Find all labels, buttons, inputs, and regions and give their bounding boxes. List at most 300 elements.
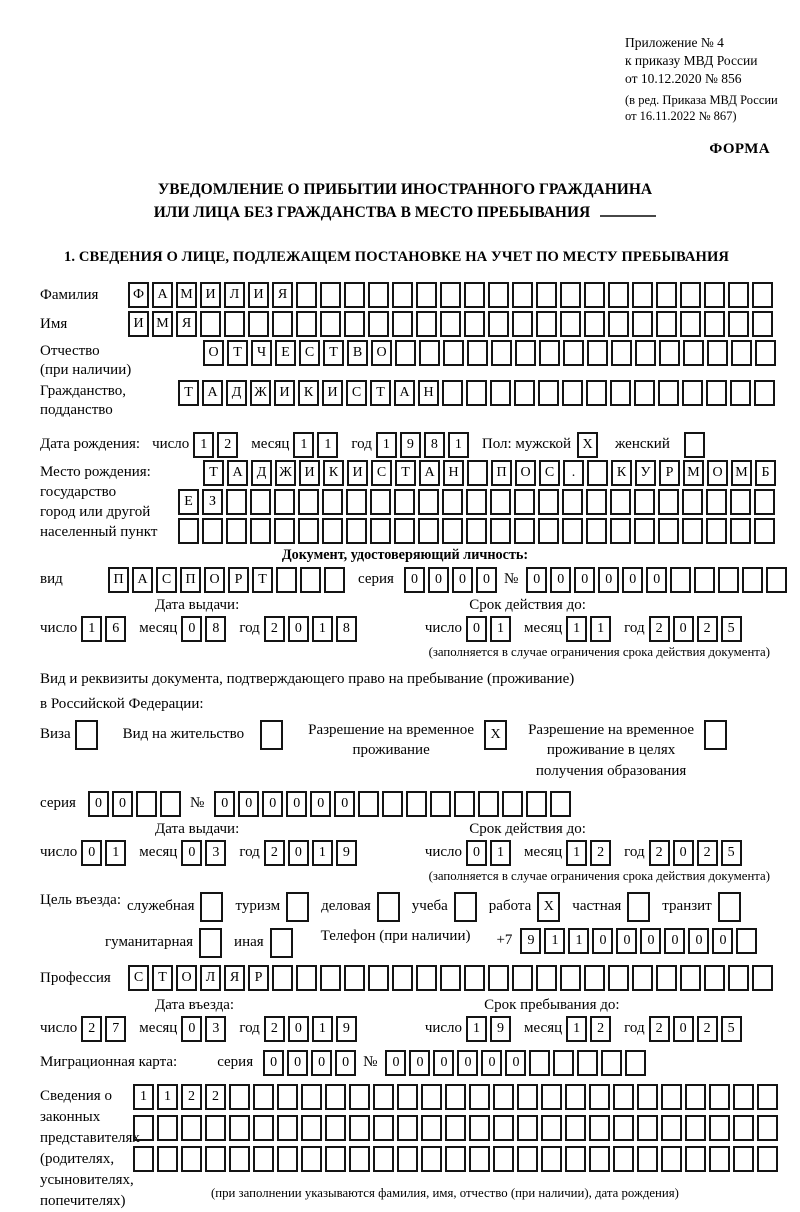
char-cell[interactable]: [562, 489, 583, 515]
char-cell[interactable]: [392, 311, 413, 337]
char-cell[interactable]: [454, 892, 477, 922]
char-cell[interactable]: П: [491, 460, 512, 486]
char-cell[interactable]: 9: [490, 1016, 511, 1042]
char-cell[interactable]: [226, 489, 247, 515]
char-cell[interactable]: К: [298, 380, 319, 406]
char-cell[interactable]: [488, 965, 509, 991]
char-cell[interactable]: [421, 1115, 442, 1141]
char-cell[interactable]: 0: [476, 567, 497, 593]
char-cell[interactable]: [454, 791, 475, 817]
char-cell[interactable]: [736, 928, 757, 954]
char-cell[interactable]: Я: [272, 282, 293, 308]
char-cell[interactable]: 0: [214, 791, 235, 817]
char-cell[interactable]: X: [577, 432, 598, 458]
char-cell[interactable]: [587, 460, 608, 486]
char-cell[interactable]: [466, 380, 487, 406]
char-cell[interactable]: 0: [181, 616, 202, 642]
char-cell[interactable]: 0: [428, 567, 449, 593]
char-cell[interactable]: С: [346, 380, 367, 406]
char-cell[interactable]: 0: [640, 928, 661, 954]
char-cell[interactable]: [392, 282, 413, 308]
char-cell[interactable]: 0: [263, 1050, 284, 1076]
char-cell[interactable]: [680, 282, 701, 308]
char-cell[interactable]: [440, 282, 461, 308]
char-cell[interactable]: И: [200, 282, 221, 308]
char-cell[interactable]: П: [180, 567, 201, 593]
char-cell[interactable]: [377, 892, 400, 922]
char-cell[interactable]: [270, 928, 293, 958]
char-cell[interactable]: [493, 1084, 514, 1110]
char-cell[interactable]: [634, 489, 655, 515]
char-cell[interactable]: 6: [105, 616, 126, 642]
char-cell[interactable]: [661, 1115, 682, 1141]
char-cell[interactable]: [229, 1146, 250, 1172]
char-cell[interactable]: 0: [550, 567, 571, 593]
char-cell[interactable]: [274, 489, 295, 515]
char-cell[interactable]: [541, 1084, 562, 1110]
char-cell[interactable]: .: [563, 460, 584, 486]
char-cell[interactable]: Р: [228, 567, 249, 593]
char-cell[interactable]: [704, 965, 725, 991]
char-cell[interactable]: 2: [649, 1016, 670, 1042]
char-cell[interactable]: [589, 1115, 610, 1141]
char-cell[interactable]: О: [707, 460, 728, 486]
char-cell[interactable]: И: [299, 460, 320, 486]
char-cell[interactable]: [370, 489, 391, 515]
char-cell[interactable]: [416, 282, 437, 308]
char-cell[interactable]: [445, 1115, 466, 1141]
char-cell[interactable]: 2: [264, 840, 285, 866]
char-cell[interactable]: К: [323, 460, 344, 486]
char-cell[interactable]: [253, 1146, 274, 1172]
char-cell[interactable]: 1: [157, 1084, 178, 1110]
char-cell[interactable]: П: [108, 567, 129, 593]
char-cell[interactable]: [322, 518, 343, 544]
char-cell[interactable]: 1: [317, 432, 338, 458]
char-cell[interactable]: Н: [418, 380, 439, 406]
char-cell[interactable]: [373, 1084, 394, 1110]
char-cell[interactable]: 0: [262, 791, 283, 817]
char-cell[interactable]: О: [515, 460, 536, 486]
char-cell[interactable]: X: [537, 892, 560, 922]
char-cell[interactable]: [634, 380, 655, 406]
char-cell[interactable]: [584, 311, 605, 337]
char-cell[interactable]: О: [204, 567, 225, 593]
char-cell[interactable]: [589, 1084, 610, 1110]
char-cell[interactable]: 9: [520, 928, 541, 954]
char-cell[interactable]: [490, 380, 511, 406]
char-cell[interactable]: [706, 518, 727, 544]
char-cell[interactable]: 1: [568, 928, 589, 954]
char-cell[interactable]: Б: [755, 460, 776, 486]
char-cell[interactable]: [658, 380, 679, 406]
char-cell[interactable]: [587, 340, 608, 366]
char-cell[interactable]: 0: [310, 791, 331, 817]
char-cell[interactable]: [613, 1084, 634, 1110]
char-cell[interactable]: [368, 282, 389, 308]
char-cell[interactable]: [538, 518, 559, 544]
char-cell[interactable]: 0: [288, 840, 309, 866]
char-cell[interactable]: [728, 965, 749, 991]
char-cell[interactable]: [682, 380, 703, 406]
char-cell[interactable]: 0: [688, 928, 709, 954]
char-cell[interactable]: 1: [376, 432, 397, 458]
char-cell[interactable]: [730, 489, 751, 515]
char-cell[interactable]: [75, 720, 98, 750]
char-cell[interactable]: С: [371, 460, 392, 486]
char-cell[interactable]: [752, 965, 773, 991]
char-cell[interactable]: [682, 518, 703, 544]
char-cell[interactable]: [181, 1146, 202, 1172]
char-cell[interactable]: [658, 518, 679, 544]
char-cell[interactable]: [488, 282, 509, 308]
char-cell[interactable]: [133, 1146, 154, 1172]
char-cell[interactable]: [260, 720, 283, 750]
char-cell[interactable]: [613, 1115, 634, 1141]
char-cell[interactable]: [728, 282, 749, 308]
char-cell[interactable]: З: [202, 489, 223, 515]
char-cell[interactable]: [683, 340, 704, 366]
char-cell[interactable]: 2: [181, 1084, 202, 1110]
char-cell[interactable]: 1: [448, 432, 469, 458]
char-cell[interactable]: [346, 489, 367, 515]
char-cell[interactable]: [586, 518, 607, 544]
char-cell[interactable]: [464, 282, 485, 308]
char-cell[interactable]: [586, 489, 607, 515]
char-cell[interactable]: [178, 518, 199, 544]
char-cell[interactable]: [656, 311, 677, 337]
char-cell[interactable]: [382, 791, 403, 817]
char-cell[interactable]: 2: [697, 1016, 718, 1042]
char-cell[interactable]: [635, 340, 656, 366]
char-cell[interactable]: 1: [566, 840, 587, 866]
char-cell[interactable]: [286, 892, 309, 922]
char-cell[interactable]: Т: [178, 380, 199, 406]
char-cell[interactable]: [349, 1084, 370, 1110]
char-cell[interactable]: 3: [205, 1016, 226, 1042]
char-cell[interactable]: 1: [312, 840, 333, 866]
char-cell[interactable]: [577, 1050, 598, 1076]
char-cell[interactable]: 0: [238, 791, 259, 817]
char-cell[interactable]: [250, 518, 271, 544]
char-cell[interactable]: [550, 791, 571, 817]
char-cell[interactable]: [445, 1084, 466, 1110]
char-cell[interactable]: [466, 518, 487, 544]
char-cell[interactable]: [301, 1084, 322, 1110]
char-cell[interactable]: 5: [721, 616, 742, 642]
char-cell[interactable]: [684, 432, 705, 458]
char-cell[interactable]: [373, 1146, 394, 1172]
char-cell[interactable]: [707, 340, 728, 366]
char-cell[interactable]: [368, 311, 389, 337]
char-cell[interactable]: 0: [466, 840, 487, 866]
char-cell[interactable]: [467, 460, 488, 486]
char-cell[interactable]: 0: [616, 928, 637, 954]
char-cell[interactable]: А: [227, 460, 248, 486]
char-cell[interactable]: [632, 965, 653, 991]
char-cell[interactable]: [392, 965, 413, 991]
char-cell[interactable]: [418, 489, 439, 515]
char-cell[interactable]: [560, 965, 581, 991]
char-cell[interactable]: [276, 567, 297, 593]
char-cell[interactable]: 5: [721, 1016, 742, 1042]
char-cell[interactable]: Р: [659, 460, 680, 486]
char-cell[interactable]: [754, 489, 775, 515]
char-cell[interactable]: [565, 1146, 586, 1172]
char-cell[interactable]: С: [128, 965, 149, 991]
char-cell[interactable]: [421, 1146, 442, 1172]
char-cell[interactable]: [560, 282, 581, 308]
char-cell[interactable]: [680, 965, 701, 991]
char-cell[interactable]: [346, 518, 367, 544]
char-cell[interactable]: М: [683, 460, 704, 486]
char-cell[interactable]: [464, 965, 485, 991]
char-cell[interactable]: [706, 380, 727, 406]
char-cell[interactable]: [608, 282, 629, 308]
char-cell[interactable]: [670, 567, 691, 593]
char-cell[interactable]: [682, 489, 703, 515]
char-cell[interactable]: [584, 965, 605, 991]
char-cell[interactable]: 0: [287, 1050, 308, 1076]
char-cell[interactable]: [298, 518, 319, 544]
char-cell[interactable]: [394, 489, 415, 515]
char-cell[interactable]: [601, 1050, 622, 1076]
char-cell[interactable]: [300, 567, 321, 593]
char-cell[interactable]: О: [176, 965, 197, 991]
char-cell[interactable]: [418, 518, 439, 544]
char-cell[interactable]: [538, 489, 559, 515]
char-cell[interactable]: [490, 489, 511, 515]
char-cell[interactable]: 1: [293, 432, 314, 458]
char-cell[interactable]: [419, 340, 440, 366]
char-cell[interactable]: [536, 965, 557, 991]
char-cell[interactable]: [529, 1050, 550, 1076]
char-cell[interactable]: [733, 1084, 754, 1110]
char-cell[interactable]: 0: [433, 1050, 454, 1076]
char-cell[interactable]: [656, 965, 677, 991]
char-cell[interactable]: [634, 518, 655, 544]
char-cell[interactable]: 0: [409, 1050, 430, 1076]
char-cell[interactable]: 5: [721, 840, 742, 866]
char-cell[interactable]: [395, 340, 416, 366]
char-cell[interactable]: 8: [336, 616, 357, 642]
char-cell[interactable]: [200, 892, 223, 922]
char-cell[interactable]: [133, 1115, 154, 1141]
char-cell[interactable]: [248, 311, 269, 337]
char-cell[interactable]: [515, 340, 536, 366]
char-cell[interactable]: [394, 518, 415, 544]
char-cell[interactable]: [565, 1084, 586, 1110]
char-cell[interactable]: [466, 489, 487, 515]
char-cell[interactable]: Я: [224, 965, 245, 991]
char-cell[interactable]: 9: [336, 840, 357, 866]
char-cell[interactable]: 0: [598, 567, 619, 593]
char-cell[interactable]: 0: [334, 791, 355, 817]
char-cell[interactable]: 0: [335, 1050, 356, 1076]
char-cell[interactable]: [709, 1146, 730, 1172]
char-cell[interactable]: 0: [622, 567, 643, 593]
char-cell[interactable]: [406, 791, 427, 817]
char-cell[interactable]: [464, 311, 485, 337]
char-cell[interactable]: [709, 1084, 730, 1110]
char-cell[interactable]: У: [635, 460, 656, 486]
char-cell[interactable]: [757, 1084, 778, 1110]
char-cell[interactable]: [754, 380, 775, 406]
char-cell[interactable]: [611, 340, 632, 366]
char-cell[interactable]: [136, 791, 157, 817]
char-cell[interactable]: [373, 1115, 394, 1141]
char-cell[interactable]: 2: [697, 616, 718, 642]
char-cell[interactable]: [706, 489, 727, 515]
char-cell[interactable]: [478, 791, 499, 817]
char-cell[interactable]: [512, 311, 533, 337]
char-cell[interactable]: [718, 892, 741, 922]
char-cell[interactable]: [157, 1146, 178, 1172]
char-cell[interactable]: [358, 791, 379, 817]
char-cell[interactable]: Я: [176, 311, 197, 337]
char-cell[interactable]: [656, 282, 677, 308]
char-cell[interactable]: [632, 311, 653, 337]
char-cell[interactable]: [661, 1146, 682, 1172]
char-cell[interactable]: Е: [275, 340, 296, 366]
char-cell[interactable]: 1: [193, 432, 214, 458]
char-cell[interactable]: 1: [490, 616, 511, 642]
char-cell[interactable]: 0: [286, 791, 307, 817]
char-cell[interactable]: [325, 1115, 346, 1141]
char-cell[interactable]: [512, 965, 533, 991]
char-cell[interactable]: [493, 1115, 514, 1141]
char-cell[interactable]: [205, 1115, 226, 1141]
char-cell[interactable]: [301, 1146, 322, 1172]
char-cell[interactable]: [608, 965, 629, 991]
char-cell[interactable]: [467, 340, 488, 366]
char-cell[interactable]: [661, 1084, 682, 1110]
char-cell[interactable]: [320, 311, 341, 337]
char-cell[interactable]: Л: [224, 282, 245, 308]
char-cell[interactable]: [680, 311, 701, 337]
char-cell[interactable]: 0: [404, 567, 425, 593]
char-cell[interactable]: 3: [205, 840, 226, 866]
char-cell[interactable]: 0: [311, 1050, 332, 1076]
char-cell[interactable]: [512, 282, 533, 308]
char-cell[interactable]: [416, 311, 437, 337]
char-cell[interactable]: 0: [673, 1016, 694, 1042]
char-cell[interactable]: А: [152, 282, 173, 308]
char-cell[interactable]: Т: [370, 380, 391, 406]
char-cell[interactable]: 1: [466, 1016, 487, 1042]
char-cell[interactable]: [565, 1115, 586, 1141]
char-cell[interactable]: [704, 282, 725, 308]
char-cell[interactable]: М: [731, 460, 752, 486]
char-cell[interactable]: [517, 1115, 538, 1141]
char-cell[interactable]: [608, 311, 629, 337]
char-cell[interactable]: 1: [312, 1016, 333, 1042]
char-cell[interactable]: [322, 489, 343, 515]
char-cell[interactable]: [443, 340, 464, 366]
char-cell[interactable]: [560, 311, 581, 337]
char-cell[interactable]: [502, 791, 523, 817]
char-cell[interactable]: [731, 340, 752, 366]
char-cell[interactable]: 0: [526, 567, 547, 593]
char-cell[interactable]: [344, 965, 365, 991]
char-cell[interactable]: 1: [544, 928, 565, 954]
char-cell[interactable]: [442, 518, 463, 544]
char-cell[interactable]: [742, 567, 763, 593]
char-cell[interactable]: [517, 1084, 538, 1110]
char-cell[interactable]: [469, 1115, 490, 1141]
char-cell[interactable]: 2: [81, 1016, 102, 1042]
char-cell[interactable]: 0: [81, 840, 102, 866]
char-cell[interactable]: 0: [181, 1016, 202, 1042]
char-cell[interactable]: [274, 518, 295, 544]
char-cell[interactable]: 1: [133, 1084, 154, 1110]
char-cell[interactable]: 2: [217, 432, 238, 458]
char-cell[interactable]: [757, 1115, 778, 1141]
char-cell[interactable]: [517, 1146, 538, 1172]
char-cell[interactable]: М: [176, 282, 197, 308]
char-cell[interactable]: 1: [566, 1016, 587, 1042]
char-cell[interactable]: [250, 489, 271, 515]
char-cell[interactable]: [301, 1115, 322, 1141]
char-cell[interactable]: [442, 380, 463, 406]
char-cell[interactable]: Д: [226, 380, 247, 406]
char-cell[interactable]: 0: [112, 791, 133, 817]
char-cell[interactable]: X: [484, 720, 507, 750]
char-cell[interactable]: [442, 489, 463, 515]
char-cell[interactable]: [181, 1115, 202, 1141]
char-cell[interactable]: 8: [205, 616, 226, 642]
char-cell[interactable]: [610, 518, 631, 544]
char-cell[interactable]: [755, 340, 776, 366]
char-cell[interactable]: [514, 380, 535, 406]
char-cell[interactable]: [589, 1146, 610, 1172]
char-cell[interactable]: [397, 1115, 418, 1141]
char-cell[interactable]: [541, 1115, 562, 1141]
char-cell[interactable]: [397, 1146, 418, 1172]
char-cell[interactable]: М: [152, 311, 173, 337]
char-cell[interactable]: [324, 567, 345, 593]
char-cell[interactable]: [440, 965, 461, 991]
char-cell[interactable]: [200, 311, 221, 337]
char-cell[interactable]: 0: [385, 1050, 406, 1076]
char-cell[interactable]: [277, 1084, 298, 1110]
char-cell[interactable]: [728, 311, 749, 337]
char-cell[interactable]: Ч: [251, 340, 272, 366]
char-cell[interactable]: [610, 489, 631, 515]
char-cell[interactable]: [229, 1084, 250, 1110]
char-cell[interactable]: [538, 380, 559, 406]
char-cell[interactable]: [730, 518, 751, 544]
char-cell[interactable]: [526, 791, 547, 817]
char-cell[interactable]: [421, 1084, 442, 1110]
char-cell[interactable]: 0: [481, 1050, 502, 1076]
char-cell[interactable]: [296, 965, 317, 991]
char-cell[interactable]: [272, 965, 293, 991]
char-cell[interactable]: [694, 567, 715, 593]
char-cell[interactable]: [637, 1146, 658, 1172]
char-cell[interactable]: [752, 311, 773, 337]
char-cell[interactable]: 0: [712, 928, 733, 954]
char-cell[interactable]: 8: [424, 432, 445, 458]
char-cell[interactable]: 0: [664, 928, 685, 954]
char-cell[interactable]: 9: [400, 432, 421, 458]
char-cell[interactable]: [586, 380, 607, 406]
char-cell[interactable]: [637, 1084, 658, 1110]
char-cell[interactable]: [493, 1146, 514, 1172]
char-cell[interactable]: 2: [590, 840, 611, 866]
char-cell[interactable]: А: [202, 380, 223, 406]
char-cell[interactable]: [562, 380, 583, 406]
